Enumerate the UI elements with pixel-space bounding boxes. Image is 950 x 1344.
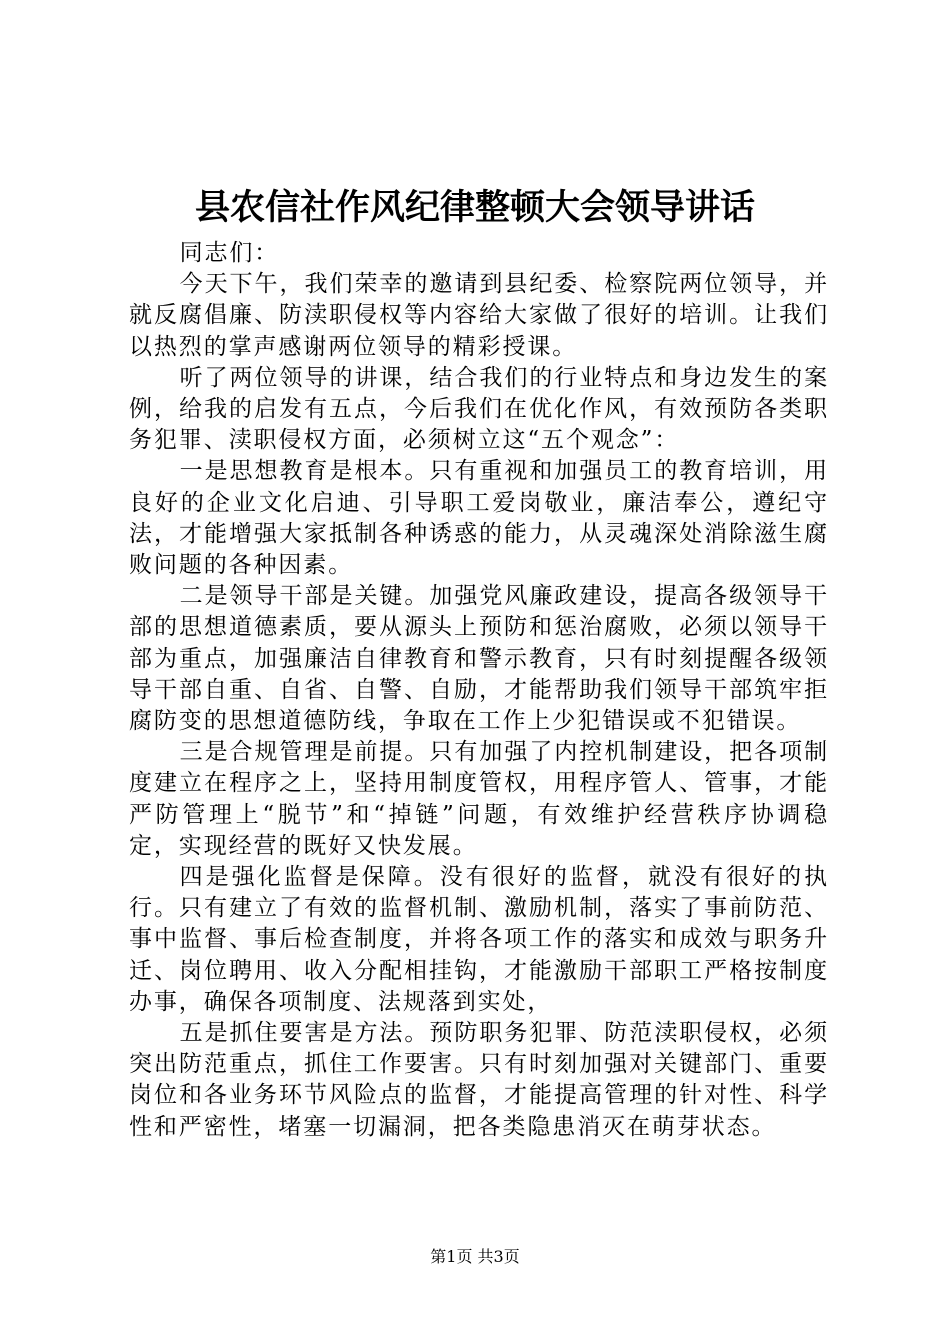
document-body — [129, 238, 829, 1143]
document-title: 县农信社作风纪律整顿大会领导讲话 — [194, 187, 755, 228]
paragraph-2: 听了两位领导的讲课，结合我们的行业特点和身边发生的案例，给我的启发有五点，今后我们在优化作风，有效预防各类职务犯罪、渎职侵权方面，必须树立这“五个观念”： — [129, 364, 829, 454]
paragraph-7: 五是抓住要害是方法。预防职务犯罪、防范渎职侵权，必须突出防范重点，抓住工作要害。只有时刻加强对关键部门、重要岗位和各业务环节风险点的监督，才能提高管理的针对性、科学性和严密性，堵塞一切漏洞，把各类隐患消灭在萌芽状态。 — [129, 1020, 829, 1140]
paragraph-6: 四是强化监督是保障。没有很好的监督，就没有很好的执行。只有建立了有效的监督机制、激励机制，落实了事前防范、事中监督、事后检查制度，并将各项工作的落实和成效与职务升迁、岗位聘用、收入分配相挂钩，才能激励干部职工严格按制度办事，确保各项制度、法规落到实处， — [129, 864, 829, 1015]
paragraph-3: 一是思想教育是根本。只有重视和加强员工的教育培训，用良好的企业文化启迪、引导职工爱岗敬业，廉洁奉公，遵纪守法，才能增强大家抵制各种诱惑的能力，从灵魂深处消除滋生腐败问题的各种因素。 — [129, 458, 829, 579]
paragraph-1: 今天下午，我们荣幸的邀请到县纪委、检察院两位领导，并就反腐倡廉、防渎职侵权等内容给大家做了很好的培训。让我们以热烈的掌声感谢两位领导的精彩授课。 — [129, 271, 829, 360]
paragraph-4: 二是领导干部是关键。加强党风廉政建设，提高各级领导干部的思想道德素质，要从源头上预防和惩治腐败，必须以领导干部为重点，加强廉洁自律教育和警示教育，只有时刻提醒各级领导干部自重、自省、自警、自励，才能帮助我们领导干部筑牢拒腐防变的思想道德防线，争取在工作上少犯错误或不犯错误。 — [129, 583, 829, 735]
page-number: 第1页 共3页 — [430, 1247, 520, 1266]
salutation: 同志们： — [179, 240, 280, 266]
paragraph-5: 三是合规管理是前提。只有加强了内控机制建设，把各项制度建立在程序之上，坚持用制度管权，用程序管人、管事，才能严防管理上“脱节”和“掉链”问题，有效维护经营秩序协调稳定，实现经营的既好又快发展。 — [129, 739, 829, 859]
